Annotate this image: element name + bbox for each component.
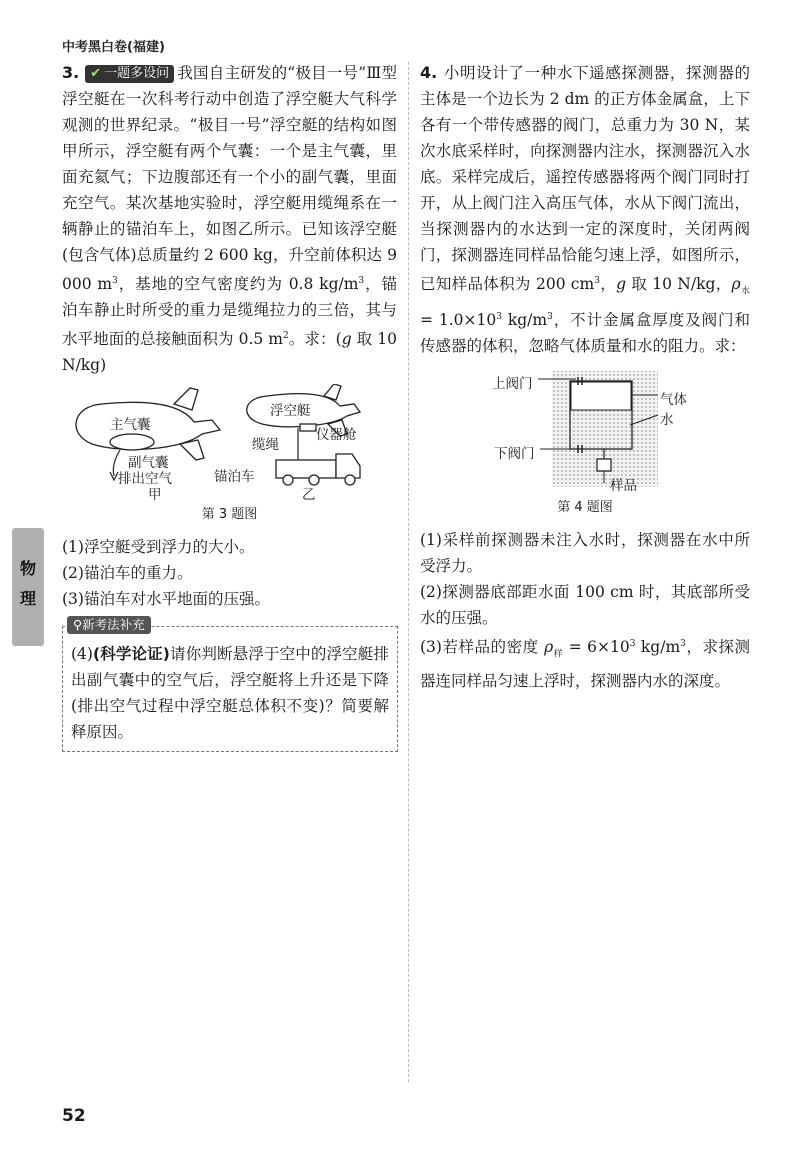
q3-text-c: ，锚泊车静止时所受的重力是缆绳拉力的三倍，其与水平地面的总接触面积为 0.5 m <box>62 275 397 349</box>
q3-part-4-bold: (科学论证) <box>92 645 170 664</box>
label-truck: 锚泊车 <box>214 469 255 486</box>
label-yi: 乙 <box>302 487 316 504</box>
q3-part-1: (1)浮空艇受到浮力的大小。 <box>62 538 255 557</box>
q4-text-a: 小明设计了一种水下遥感探测器，探测器的主体是一个边长为 2 dm 的正方体金属盒，上下各有一个带传感器的阀门，总重力为 30 N，某次水底采样时，向探测器内注水，探测器沉入水底。采样完成后，遥控传感器将两个阀门同时打开，从上阀门注入高压气体，水从下阀门流出，当探测器内的水达到一定的深度时，关闭两阀门，探测器连同样品恰能匀速上浮，如图所示，已知样品体积为 200 cm <box>420 64 750 294</box>
q3-part-4 <box>71 641 389 745</box>
location-pin-icon: ⚲ <box>73 617 83 633</box>
q4-figure <box>420 365 750 493</box>
q4-part-3-sup-b: 3 <box>680 639 686 650</box>
q3-text-e: 取 10 N/kg) <box>62 330 397 375</box>
q3-figure-caption: 第 3 题图 <box>201 507 258 523</box>
question-4 <box>420 60 750 694</box>
q4-figure-drawing <box>420 365 750 493</box>
q4-intro <box>420 60 750 359</box>
q4-part-3-sub: 样 <box>553 649 564 660</box>
q4-rho: ρ <box>731 275 741 294</box>
q4-part-1: (1)采样前探测器未注入水时，探测器在水中所受浮力。 <box>420 531 750 576</box>
label-gas: 气体 <box>660 392 687 409</box>
q3-figure <box>62 384 397 504</box>
q4-part-3-c: kg/m <box>635 638 681 657</box>
q3-part-3: (3)锚泊车对水平地面的压强。 <box>62 590 270 609</box>
label-cable: 缆绳 <box>252 437 279 454</box>
label-sub-bag: 副气囊 <box>128 455 169 472</box>
q4-text-b: ， <box>599 275 617 294</box>
q4-text-e: kg/m <box>501 311 548 330</box>
page-number: 52 <box>62 1106 86 1126</box>
q4-part-3-d: ，求探测器连同样品匀速上浮时，探测器内水的深度。 <box>420 638 750 690</box>
anchor-truck <box>276 454 360 485</box>
q4-text-f: ，不计金属盒厚度及阀门和传感器的体积，忽略气体质量和水的阻力。求： <box>420 311 750 356</box>
label-lower-valve: 下阀门 <box>494 446 535 463</box>
label-sample: 样品 <box>610 478 637 495</box>
label-jia: 甲 <box>148 487 162 504</box>
q4-text-c: 取 10 N/kg， <box>626 275 732 294</box>
q3-text-b: ，基地的空气密度约为 0.8 kg/m <box>117 275 359 294</box>
q4-part-3-a: (3)若样品的密度 <box>420 638 545 657</box>
q3-sup-c: 2 <box>283 331 289 342</box>
label-upper-valve: 上阀门 <box>492 376 533 393</box>
label-airship: 浮空艇 <box>270 403 311 420</box>
subject-char-1: 物 <box>19 559 36 578</box>
q4-sup-c: 3 <box>547 312 553 323</box>
q4-part-3-rho: ρ <box>544 638 554 657</box>
q3-text-d: 。求：( <box>288 330 342 349</box>
q3-number: 3. <box>62 63 80 82</box>
q4-part-3-sup-a: 3 <box>629 639 636 650</box>
q3-part-2: (2)锚泊车的重力。 <box>62 564 193 583</box>
new-method-label: 新考法补充 <box>82 617 145 633</box>
gas-region <box>571 382 631 410</box>
subject-char-2: 理 <box>19 589 36 608</box>
label-exhaust: 排出空气 <box>118 471 172 488</box>
q4-g-symbol: g <box>616 275 626 294</box>
q4-part-3 <box>420 631 750 693</box>
q3-new-method-box <box>62 617 398 752</box>
q3-intro <box>62 60 397 378</box>
label-main-bag: 主气囊 <box>110 417 151 434</box>
q3-tag-label: 一题多设问 <box>104 66 170 81</box>
subject-side-tab <box>12 528 44 646</box>
q4-text-d: = 1.0×10 <box>420 311 497 330</box>
q3-part-4-prefix: (4) <box>71 645 93 664</box>
label-water: 水 <box>660 412 674 429</box>
question-3 <box>62 60 397 752</box>
label-instrument: 仪器舱 <box>316 427 357 444</box>
q4-part-2: (2)探测器底部距水面 100 cm 时，其底部所受水的压强。 <box>420 583 750 628</box>
new-method-tag <box>67 616 151 634</box>
sample-block <box>597 459 611 471</box>
q3-part-4-text: 请你判断悬浮于空中的浮空艇排出副气囊中的空气后，浮空艇将上升还是下降(排出空气过程中浮空艇总体积不变)？简要解释原因。 <box>71 645 389 742</box>
q3-tag <box>85 65 174 83</box>
q4-sup-b: 3 <box>496 312 502 323</box>
q3-g-symbol: g <box>341 330 352 349</box>
column-divider <box>408 62 409 1082</box>
q3-sup-b: 3 <box>358 276 365 286</box>
q4-figure-caption: 第 4 题图 <box>557 500 613 516</box>
q3-sup-a: 3 <box>112 276 118 286</box>
q4-part-3-b: = 6×10 <box>563 638 630 657</box>
book-title: 中考黑白卷(福建) <box>62 40 165 55</box>
check-icon: ✔ <box>90 66 102 81</box>
q4-rho-sub: 水 <box>740 286 750 297</box>
q4-sup-a: 3 <box>594 276 600 286</box>
q3-text-a: 我国自主研发的“极目一号”Ⅲ型浮空艇在一次科考行动中创造了浮空艇大气科学观测的世界纪录。“极目一号”浮空艇的结构如图甲所示，浮空艇有两个气囊：一个是主气囊，里面充氦气；下边腹部还有一个小的副气囊，里面充空气。某次基地实验时，浮空艇用缆绳系在一辆静止的锚泊车上，如图乙所示。已知该浮空艇(包含气体)总质量约 2 600 kg，升空前体积达 9 000 m <box>62 64 397 294</box>
q4-number: 4. <box>420 63 438 82</box>
